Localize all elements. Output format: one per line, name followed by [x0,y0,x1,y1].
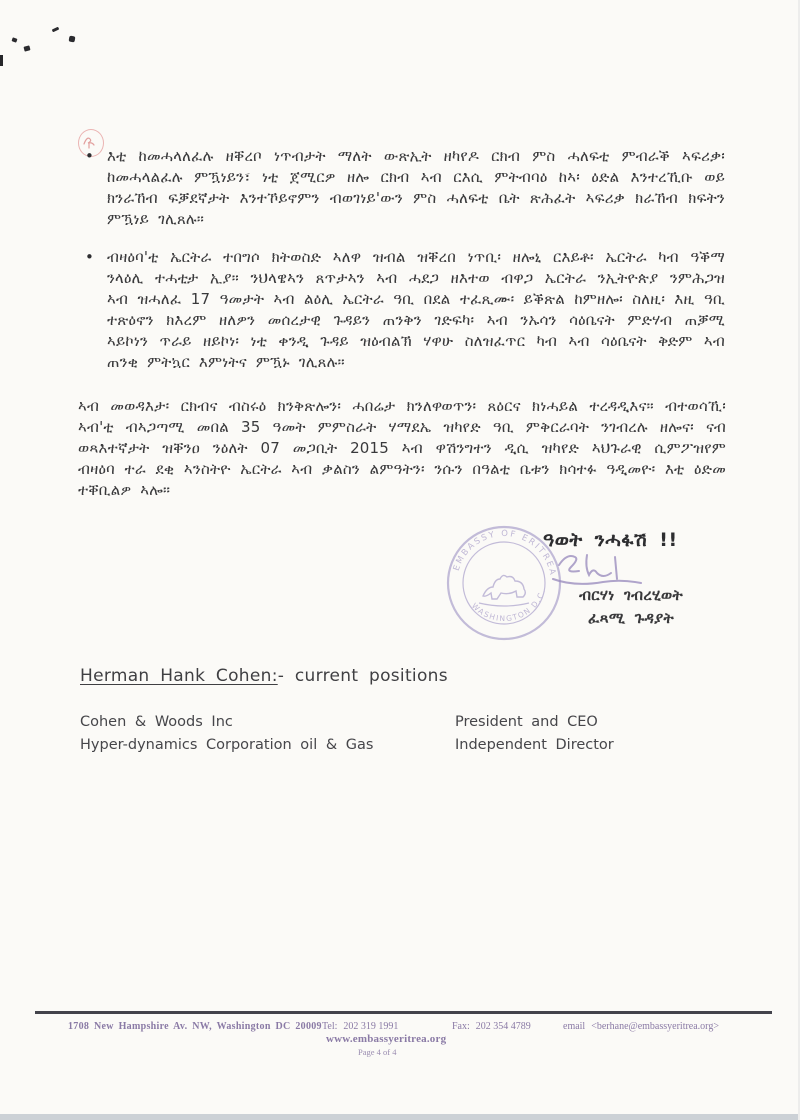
bullet-paragraph-2: ብዛዕባ'ቲ ኤርትራ ተበግሶ ክትወስድ ኣለዋ ዝብል ዝቐረበ ነጥቢ፡ ዘሎኒ ርእይቶ፡ ኤርትራ ካብ ዓቕማ ንላዕሊ ተሓቲታ ኢያ። ንህላዌኣን ጸጥታኣን ኣብ ሓደጋ ዘእተወ ብዋጋ ኤርትራ ንኢትዮጵያ ንምሕጋዝ ኣብ ዝሓለፈ 17 ዓመታት ኣብ ልዕሊ ኤርትራ ዓቢ በደል ተፈጺሙ፡ ይቕጽል ከምዘሎ፡ ስለዚ፡ እዚ ዓቢ ተጽዕኖን ክእረም ዘለዎን መሰረታዊ ጉዳይን ጠንቅን ገድፍካ፡ ኣብ ንኡሳን ሳዕቤናት ምድሃብ ጠቓሚ ኣይኮነን ጥራይ ዘይኮነ፡ ነቲ ቀንዲ ጉዳይ ዝዕብልኽ ሃዋሁ ስለዝፈጥር ካብ ኣብ ሳዕቤናት ቅድም ኣብ ጠንቂ ምትኳር እምነትና ምዃኑ ገሊጸሉ። [107,248,725,371]
letter-body [85,146,725,373]
fax-value: 202 354 4789 [475,1021,531,1032]
signature-block [566,584,696,630]
bullet-marker: • [85,147,95,165]
embassy-address: 1708 New Hampshire Av. NW, Washington DC 20009 [68,1021,322,1032]
ink-speck [23,45,30,51]
person-name: Herman Hank Cohen: [80,666,278,686]
ink-speck [69,36,76,43]
ink-speck [11,37,17,42]
fax-label: Fax: [452,1021,470,1032]
bullet-marker: • [85,248,95,266]
email-value: <berhane@embassyeritrea.org> [591,1021,719,1032]
role-name: Independent Director [455,737,614,753]
closing-paragraph: ኣብ መወዳእታ፡ ርክብና ብስሩዕ ክንቅጽሎን፡ ሓበሬታ ክንለዋወጥን፡ ጸዕርና ክነሓይል ተረዳዲእና። ብተወሳኺ፡ ኣብ'ቲ ብኣጋጣሚ መበል 35 ዓመት ምምስራት ሃማደኤ ዝካየድ ዓቢ ምቅርራባት ንገብረሉ ዘሎና፡ ናብ ወጻእተኛታት ዝቐንዐ ንዕለት 07 መጋቢት 2015 ኣብ ዋሽንግተን ዲሲ ዝካየድ ኣህጉራዊ ሲምፖዝየም ብዛዕባ ተራ ደቂ ኣንስትዮ ኤርትራ ኣብ ቃልስን ልምዓትን፡ ንሱን በዓልቲ ቤቱን ክሳተፉ ዓዲመዮ፡ እቲ ዕድመ ተቐቢልዎ ኣሎ። [78,397,726,499]
svg-text:EMBASSY OF ERITREA [452,529,558,578]
stamp-camel-emblem [479,575,529,606]
position-row [80,734,640,757]
stamp-bottom-text: WASHINGTON D.C. [469,587,548,624]
email-address [563,1021,719,1032]
email-label: email [563,1021,586,1032]
position-row [80,711,640,734]
english-heading [80,666,448,686]
salute-line: ዓወት ንሓፋሽ !! [543,529,678,551]
scan-edge-artifact [0,55,3,66]
bullet-paragraph-1: እቲ ከመሓላለፈሉ ዘቐረቦ ነጥብታት ማለት ውጽኢት ዘካየዶ ርክብ ምስ ሓለፍቲ ምብራቕ ኣፍሪቃ፡ ከመሓላልፈሉ ምዃነይን፣ ነቲ ጀሚርዎ ዘሎ ርክብ ኣብ ርእሲ ምትብባዕ ከኣ፡ ዕድል እንተረኺቡ ወይ ክንራኸብ ፍቓደኛታት እንተኾይኖምን ብወገነይ'ውን ምስ ሓለፍቲ ቤት ጽሕፈት ኣፍሪቃ ክራኸብ ክፍትን ምዃነይ ገሊጸሉ። [107,147,725,228]
scan-bottom-edge [0,1114,800,1120]
page-number: Page 4 of 4 [358,1047,397,1057]
fax-number [452,1021,531,1032]
signer-title: ፈጻሚ ጉዳያት [588,609,674,627]
bullet-item [85,146,725,230]
role-name: President and CEO [455,714,598,730]
bullet-item [85,247,725,373]
positions-list [80,711,640,757]
website-url: www.embassyeritrea.org [326,1033,447,1045]
footer-divider [35,1011,772,1014]
ink-speck [52,27,60,33]
tel-value: 202 319 1991 [343,1021,399,1032]
heading-suffix: - current positions [277,666,448,686]
organization-name: Cohen & Woods Inc [80,714,233,730]
stamp-top-text: EMBASSY OF ERITREA [451,528,558,578]
tel-label: Tel: [322,1021,338,1032]
signer-name: ብርሃነ ገብረሂወት [579,586,683,604]
phone-number [322,1021,398,1032]
organization-name: Hyper-dynamics Corporation oil & Gas [80,737,374,753]
